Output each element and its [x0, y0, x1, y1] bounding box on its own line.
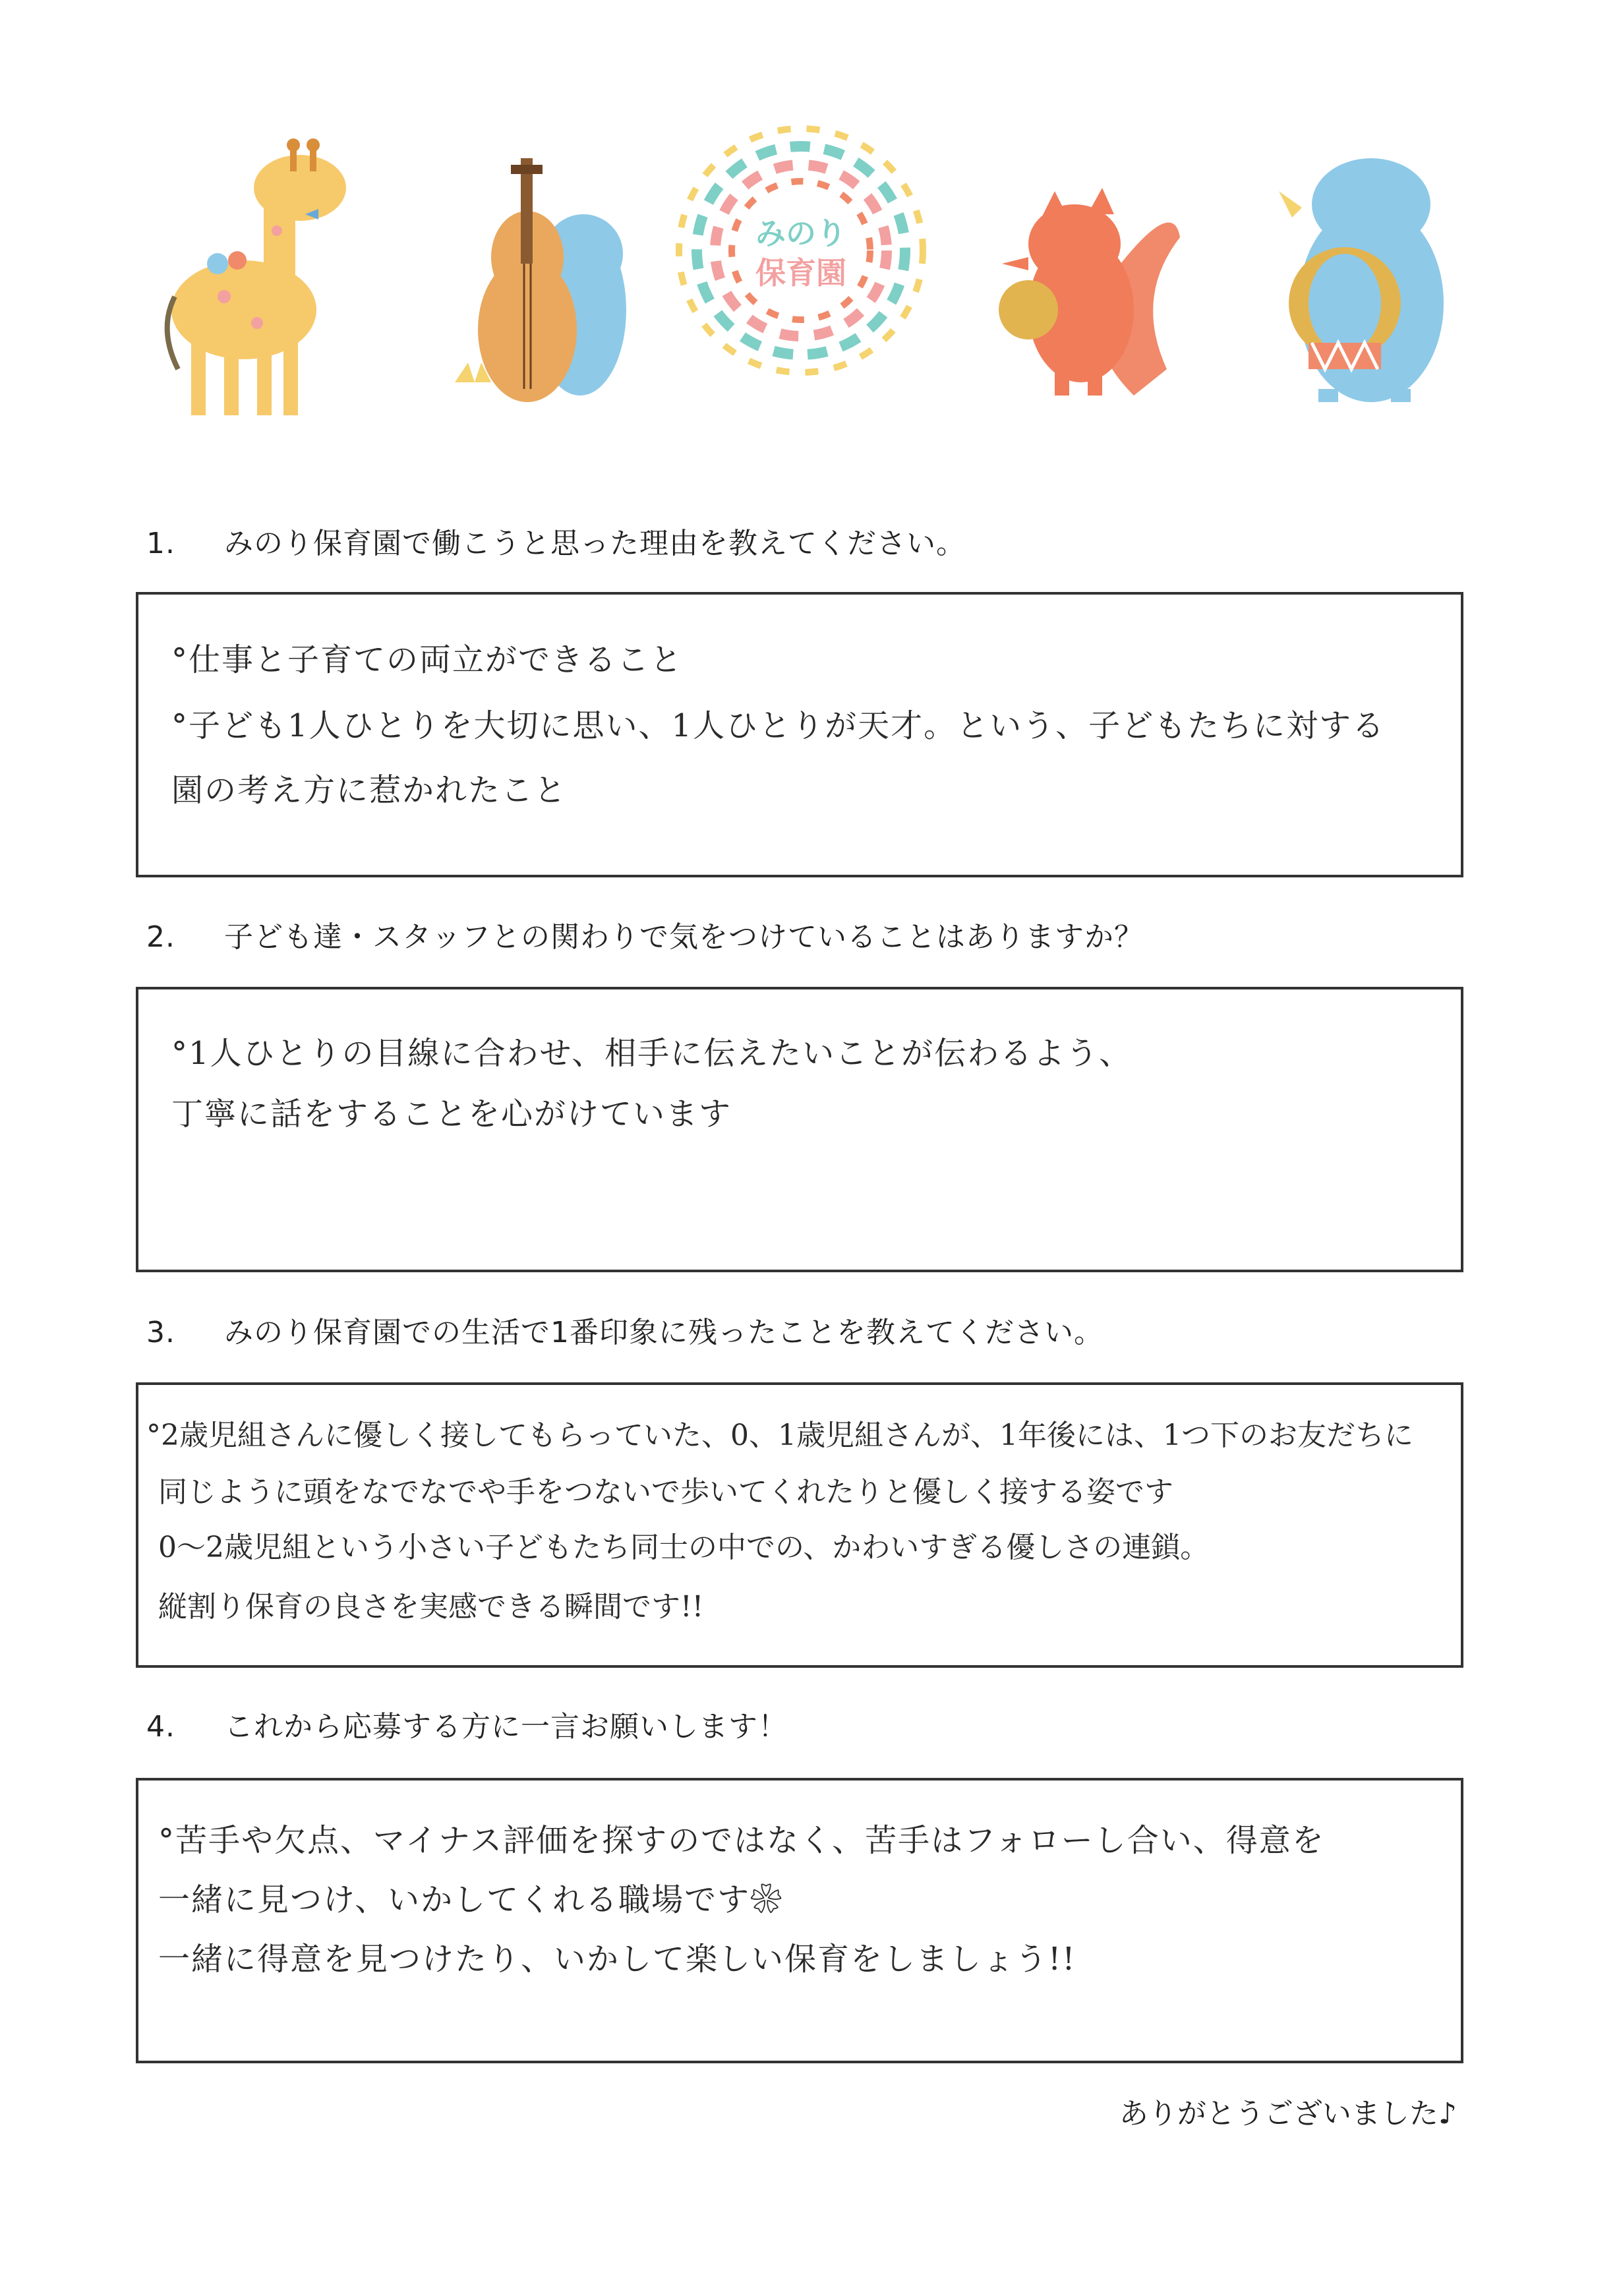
answer-box-1 [136, 592, 1463, 877]
logo-text-line1: みのり [755, 216, 846, 251]
answer-box-4 [136, 1778, 1463, 2063]
question-number: 1. [146, 527, 175, 560]
answer-line: 一緒に見つけ、いかしてくれる職場です❀ [158, 1881, 784, 1918]
question-number: 2. [146, 920, 175, 954]
answer-box-3 [136, 1382, 1463, 1668]
giraffe-icon [167, 138, 346, 415]
question-text: 子ども達・スタッフとの関わりで気をつけていることはありますか？ [224, 920, 1144, 954]
question-number: 4. [146, 1710, 175, 1744]
answer-line: °1人ひとりの目線に合わせ、相手に伝えたいことが伝わるよう、 [171, 1035, 1133, 1072]
logo-badge [679, 129, 923, 372]
answer-line: °子ども1人ひとりを大切に思い、1人ひとりが天才。という、子どもたちに対する [171, 707, 1386, 744]
answer-line: 0〜2歳児組という小さい子どもたち同士の中での、かわいすぎる優しさの連鎖。 [158, 1531, 1210, 1564]
question-3 [146, 1309, 1104, 1351]
answer-line: 一緒に得意を見つけたり、いかして楽しい保育をしましょう!! [158, 1941, 1076, 1978]
answer-line: 園の考え方に惹かれたこと [171, 772, 568, 809]
answer-line: °苦手や欠点、マイナス評価を探すのではなく、苦手はフォローし合い、得意を [158, 1822, 1325, 1859]
question-text: これから応募する方に一言お願いします！ [224, 1710, 788, 1744]
answer-line: 丁寧に話をすることを心がけています [171, 1096, 732, 1133]
answer-line: °2歳児組さんに優しく接してもらっていた、0、1歳児組さんが、1年後には、1つ下のお友だちに [146, 1419, 1413, 1452]
question-number: 3. [146, 1316, 175, 1349]
question-4 [146, 1703, 788, 1745]
question-text: みのり保育園で働こうと思った理由を教えてください。 [224, 527, 966, 560]
question-2 [146, 913, 1144, 955]
question-1 [146, 519, 966, 562]
header-illustration [0, 0, 1619, 461]
fox-icon [999, 188, 1180, 396]
bass-player-icon [455, 158, 626, 402]
closing-message: ありがとうございました♪ [1119, 2097, 1457, 2131]
answer-line: °仕事と子育ての両立ができること [171, 641, 684, 678]
answer-line: 同じように頭をなでなでや手をつないで歩いてくれたりと優しく接する姿です [158, 1475, 1173, 1509]
question-text: みのり保育園での生活で1番印象に残ったことを教えてください。 [224, 1316, 1104, 1349]
drummer-icon [1279, 158, 1444, 402]
logo-text-line2: 保育園 [755, 255, 846, 291]
answer-line: 縦割り保育の良さを実感できる瞬間です!! [158, 1590, 704, 1624]
answer-box-2 [136, 987, 1463, 1272]
